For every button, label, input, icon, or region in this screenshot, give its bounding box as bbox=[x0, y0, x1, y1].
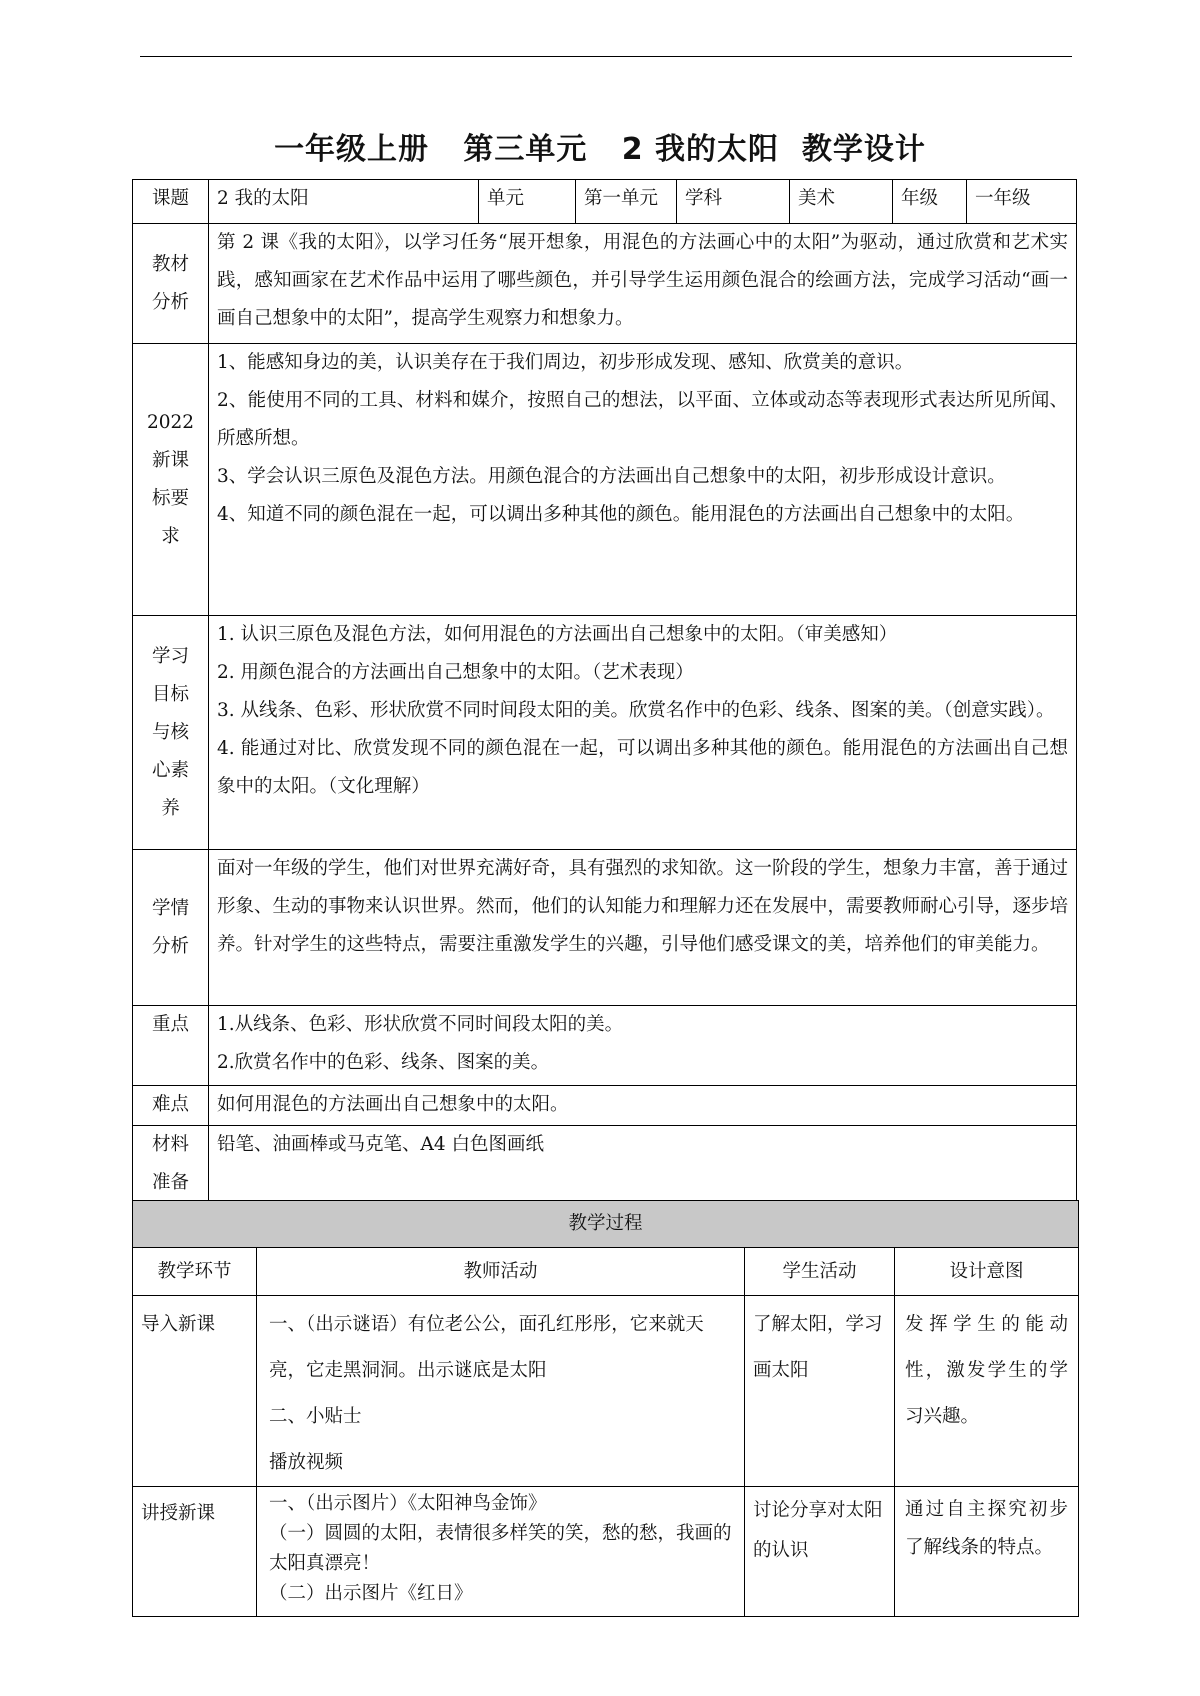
column-header: 教师活动 bbox=[257, 1248, 745, 1296]
column-header: 教学环节 bbox=[133, 1248, 257, 1296]
teacher-activity-cell bbox=[257, 1487, 745, 1617]
list-item: 4、知道不同的颜色混在一起，可以调出多种其他的颜色。能用混色的方法画出自己想象中的太阳。 bbox=[217, 504, 1025, 525]
topic-label: 课题 bbox=[133, 180, 209, 224]
table-row bbox=[133, 1006, 1077, 1086]
list-item: 2. 用颜色混合的方法画出自己想象中的太阳。（艺术表现） bbox=[217, 662, 694, 683]
material-analysis-label: 教材 分析 bbox=[133, 224, 209, 344]
document-title: 一年级上册 第三单元 2 我的太阳 教学设计 bbox=[274, 132, 926, 167]
list-item: （一）圆圆的太阳，表情很多样笑的笑，愁的愁，我画的太阳真漂亮！ bbox=[269, 1523, 732, 1574]
table-row bbox=[133, 1296, 1079, 1487]
list-item: 2、能使用不同的工具、材料和媒介，按照自己的想法，以平面、立体或动态等表现形式表达所见所闻、所感所想。 bbox=[217, 390, 1068, 449]
subject-label: 学科 bbox=[677, 180, 790, 224]
teacher-activity-cell bbox=[257, 1296, 745, 1487]
stage-cell: 讲授新课 bbox=[133, 1487, 257, 1617]
column-header: 学生活动 bbox=[745, 1248, 895, 1296]
table-row bbox=[133, 344, 1077, 616]
unit-value: 第一单元 bbox=[576, 180, 677, 224]
list-item: 1、能感知身边的美，认识美存在于我们周边，初步形成发现、感知、欣赏美的意识。 bbox=[217, 352, 914, 373]
lesson-info-table bbox=[132, 179, 1077, 1203]
learner-analysis-label: 学情 分析 bbox=[133, 850, 209, 1006]
list-item: 3. 从线条、色彩、形状欣赏不同时间段太阳的美。欣赏名作中的色彩、线条、图案的美。（创意实践）。 bbox=[217, 700, 1055, 721]
subject-value: 美术 bbox=[790, 180, 893, 224]
key-points-label: 重点 bbox=[133, 1006, 209, 1086]
list-item: 2.欣赏名作中的色彩、线条、图案的美。 bbox=[217, 1052, 550, 1073]
difficulty-label: 难点 bbox=[133, 1086, 209, 1126]
table-row bbox=[133, 224, 1077, 344]
list-item: 二、小贴士 bbox=[269, 1406, 362, 1427]
list-item: 1.从线条、色彩、形状欣赏不同时间段太阳的美。 bbox=[217, 1014, 624, 1035]
materials-label: 材料 准备 bbox=[133, 1126, 209, 1203]
grade-label: 年级 bbox=[893, 180, 967, 224]
key-points-list bbox=[209, 1006, 1077, 1086]
table-row bbox=[133, 180, 1077, 224]
objectives-label: 学习 目标 与核 心素 养 bbox=[133, 616, 209, 850]
grade-value: 一年级 bbox=[967, 180, 1077, 224]
table-row bbox=[133, 1201, 1079, 1248]
objectives-list bbox=[209, 616, 1077, 850]
table-row bbox=[133, 1086, 1077, 1126]
standards-list bbox=[209, 344, 1077, 616]
column-header: 设计意图 bbox=[895, 1248, 1079, 1296]
design-intent-cell: 发挥学生的能动性，激发学生的学习兴趣。 bbox=[895, 1296, 1079, 1487]
list-item: 一、（出示图片）《太阳神鸟金饰》 bbox=[269, 1493, 547, 1514]
teaching-process-table bbox=[132, 1200, 1079, 1617]
list-item: 1. 认识三原色及混色方法，如何用混色的方法画出自己想象中的太阳。（审美感知） bbox=[217, 624, 898, 645]
student-activity-cell: 讨论分享对太阳的认识 bbox=[745, 1487, 895, 1617]
list-item: 一、（出示谜语）有位老公公，面孔红彤彤，它来就天亮，它走黑洞洞。出示谜底是太阳 bbox=[269, 1314, 704, 1381]
table-row bbox=[133, 616, 1077, 850]
header-rule bbox=[140, 56, 1072, 57]
table-row bbox=[133, 1487, 1079, 1617]
difficulty-text: 如何用混色的方法画出自己想象中的太阳。 bbox=[209, 1086, 1077, 1126]
stage-cell: 导入新课 bbox=[133, 1296, 257, 1487]
materials-text: 铅笔、油画棒或马克笔、A4 白色图画纸 bbox=[209, 1126, 1077, 1203]
learner-analysis-text: 面对一年级的学生，他们对世界充满好奇，具有强烈的求知欲。这一阶段的学生，想象力丰富，善于通过形象、生动的事物来认识世界。然而，他们的认知能力和理解力还在发展中，需要教师耐心引导，逐步培养。针对学生的这些特点，需要注重激发学生的兴趣，引导他们感受课文的美，培养他们的审美能力。 bbox=[209, 850, 1077, 1006]
table-row bbox=[133, 850, 1077, 1006]
design-intent-cell: 通过自主探究初步了解线条的特点。 bbox=[895, 1487, 1079, 1617]
list-item: （二）出示图片《红日》 bbox=[269, 1583, 473, 1604]
list-item: 播放视频 bbox=[269, 1452, 344, 1473]
material-analysis-text: 第 2 课《我的太阳》，以学习任务“展开想象，用混色的方法画心中的太阳”为驱动，通过欣赏和艺术实践，感知画家在艺术作品中运用了哪些颜色，并引导学生运用颜色混合的绘画方法，完成学习活动“画一画自己想象中的太阳”，提高学生观察力和想象力。 bbox=[209, 224, 1077, 344]
table-row bbox=[133, 1248, 1079, 1296]
unit-label: 单元 bbox=[479, 180, 576, 224]
standards-label: 2022 新课 标要 求 bbox=[133, 344, 209, 616]
student-activity-cell: 了解太阳，学习画太阳 bbox=[745, 1296, 895, 1487]
list-item: 4. 能通过对比、欣赏发现不同的颜色混在一起，可以调出多种其他的颜色。能用混色的方法画出自己想象中的太阳。（文化理解） bbox=[217, 738, 1068, 797]
process-title: 教学过程 bbox=[133, 1201, 1079, 1248]
topic-value: 2 我的太阳 bbox=[209, 180, 479, 224]
list-item: 3、学会认识三原色及混色方法。用颜色混合的方法画出自己想象中的太阳，初步形成设计意识。 bbox=[217, 466, 1006, 487]
table-row bbox=[133, 1126, 1077, 1203]
